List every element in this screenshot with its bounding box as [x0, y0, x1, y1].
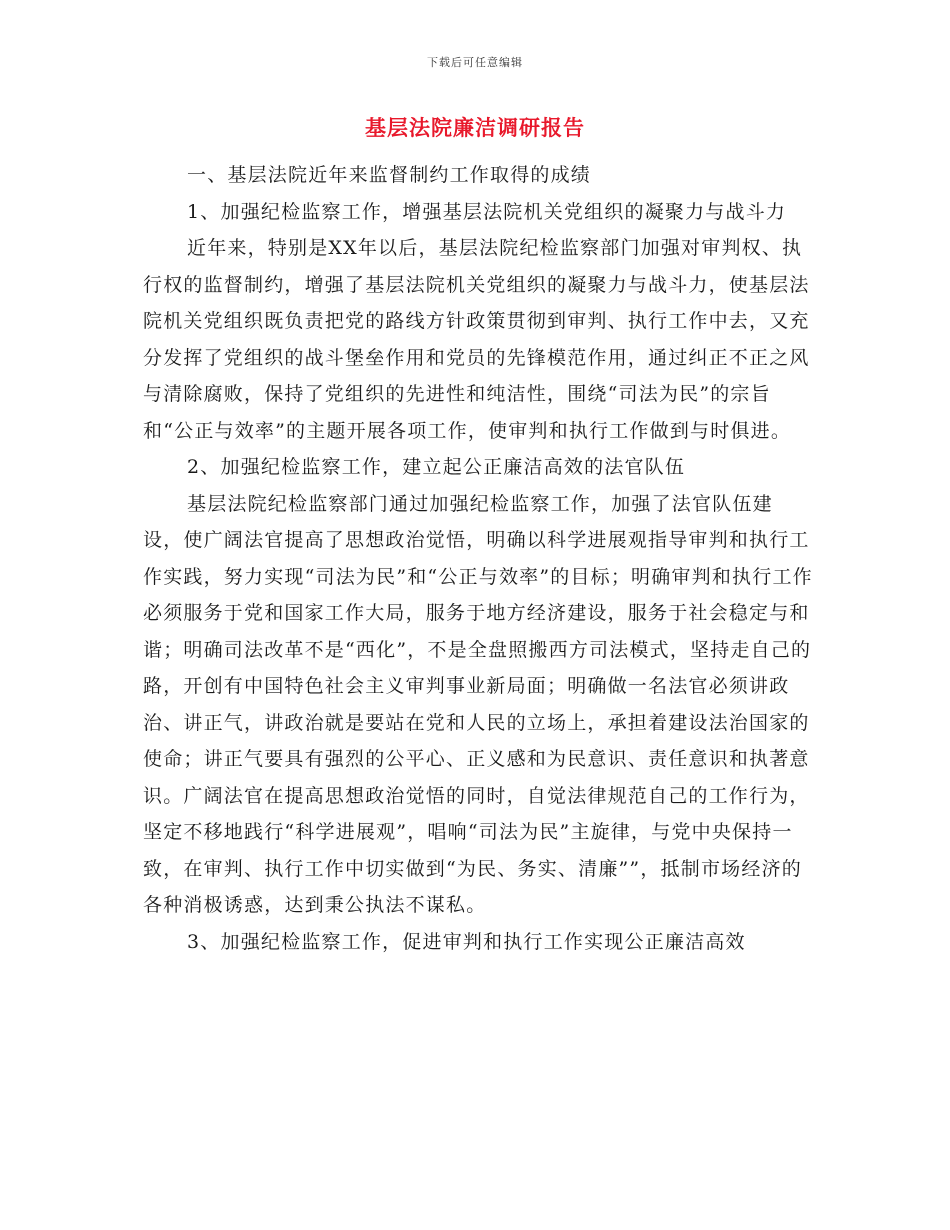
- subsection-heading: 2、加强纪检监察工作，建立起公正廉洁高效的法官队伍: [187, 456, 686, 478]
- body-paragraph: 近年来，特别是XX年以后，基层法院纪检监察部门加强对审判权、执行权的监督制约，增强了基层法院机关党组织的凝聚力与战斗力，使基层法院机关党组织既负责把党的路线方针政策贯彻到审判、执行工作中去，又充分发挥了党组织的战斗堡垒作用和党员的先锋模范作用，通过纠正不正之风与清除腐败，保持了党组织的先进性和纯洁性，围绕“司法为民”的宗旨和“公正与效率”的主题开展各项工作，使审判和执行工作做到与时俱进。: [143, 237, 810, 442]
- page-header-note: 下载后可任意编辑: [427, 56, 523, 69]
- section-heading: 一、基层法院近年来监督制约工作取得的成绩: [187, 164, 592, 186]
- subsection-heading: 1、加强纪检监察工作，增强基层法院机关党组织的凝聚力与战斗力: [187, 200, 787, 223]
- document-title: 基层法院廉洁调研报告: [365, 115, 585, 140]
- subsection-heading: 3、加强纪检监察工作，促进审判和执行工作实现公正廉洁高效: [187, 930, 746, 953]
- document-body: [143, 157, 813, 960]
- body-paragraph: 基层法院纪检监察部门通过加强纪检监察工作，加强了法官队伍建设，使广阔法官提高了思想政治觉悟，明确以科学进展观指导审判和执行工作实践，努力实现“司法为民”和“公正与效率”的目标；明确审判和执行工作必须服务于党和国家工作大局，服务于地方经济建设，服务于社会稳定与和谐；明确司法改革不是“西化”，不是全盘照搬西方司法模式，坚持走自己的路，开创有中国特色社会主义审判事业新局面；明确做一名法官必须讲政治、讲正气，讲政治就是要站在党和人民的立场上，承担着建设法治国家的使命；讲正气要具有强烈的公平心、正义感和为民意识、责任意识和执著意识。广阔法官在提高思想政治觉悟的同时，自觉法律规范自己的工作行为，坚定不移地践行“科学进展观”，唱响“司法为民”主旋律，与党中央保持一致，在审判、执行工作中切实做到“为民、务实、清廉””，抵制市场经济的各种消极诱惑，达到秉公执法不谋私。: [143, 492, 813, 916]
